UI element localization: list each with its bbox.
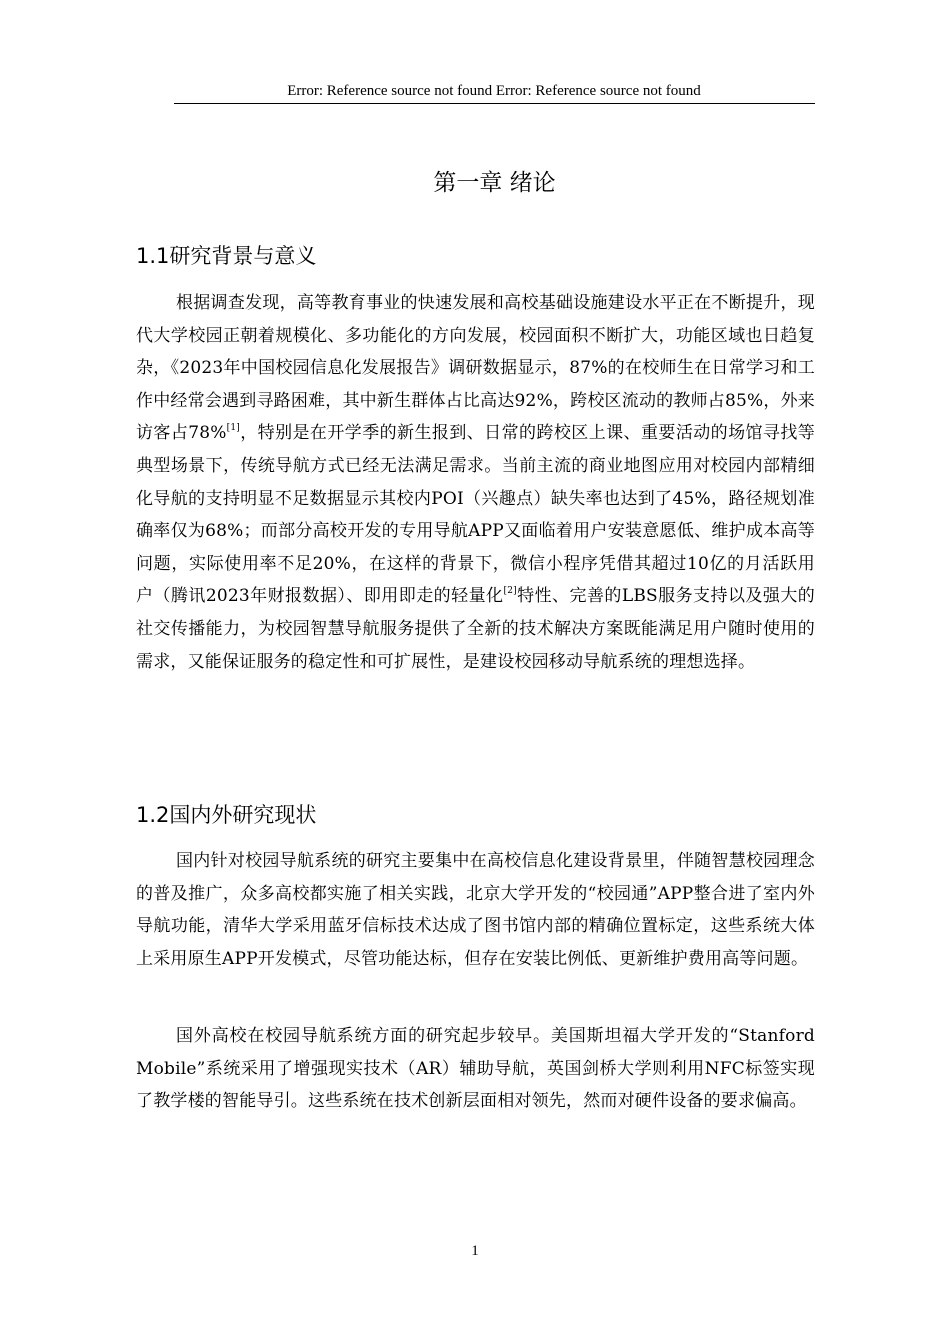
paragraph-domestic-research: 国内针对校园导航系统的研究主要集中在高校信息化建设背景里，伴随智慧校园理念的普及推广，众多高校都实施了相关实践，北京大学开发的“校园通”APP整合进了室内外导航功能，清华大学采用蓝牙信标技术达成了图书馆内部的精确位置标定，这些系统大体上采用原生APP开发模式，尽管功能达标，但存在安装比例低、更新维护费用高等问题。: [136, 851, 815, 969]
citation-1[interactable]: [1]: [226, 423, 241, 434]
citation-2[interactable]: [2]: [503, 586, 517, 597]
paragraph-text: ，特别是在开学季的新生报到、日常的跨校区上课、重要活动的场馆寻找等典型场景下，传统导航方式已经无法满足需求。当前主流的商业地图应用对校园内部精细化导航的支持明显不足数据显示其校内POI（兴趣点）缺失率也达到了45%，路径规划准确率仅为68%；而部分高校开发的专用导航APP又面临着用户安装意愿低、维护成本高等问题，实际使用率不足20%，在这样的背景下，微信小程序凭借其超过10亿的月活跃用户（腾讯2023年财报数据）、即用即走的轻量化: [136, 423, 815, 607]
paragraph-text: 特性、完善的LBS服务支持以及强大的社交传播能力，为校园智慧导航服务提供了全新的技术解决方案既能满足用户随时使用的需求，又能保证服务的稳定性和可扩展性，是建设校园移动导航系统的理想选择。: [136, 586, 815, 672]
section-heading-1-2: 1.2国内外研究现状: [136, 803, 317, 827]
page-number: 1: [471, 1243, 479, 1259]
paragraph-background: [136, 287, 815, 678]
running-header: Error: Reference source not found Error: Reference source not found: [287, 83, 701, 99]
chapter-title: 第一章 绪论: [433, 170, 556, 196]
paragraph-foreign-research: 国外高校在校园导航系统方面的研究起步较早。美国斯坦福大学开发的“Stanford Mobile”系统采用了增强现实技术（AR）辅助导航，英国剑桥大学则利用NFC标签实现了教学楼的智能导引。这些系统在技术创新层面相对领先，然而对硬件设备的要求偏高。: [136, 1026, 815, 1112]
section-heading-1-1: 1.1研究背景与意义: [136, 244, 317, 268]
header-rule: [174, 103, 815, 104]
paragraph-text: 根据调查发现，高等教育事业的快速发展和高校基础设施建设水平正在不断提升，现代大学校园正朝着规模化、多功能化的方向发展，校园面积不断扩大，功能区域也日趋复杂，《2023年中国校园信息化发展报告》调研数据显示，87%的在校师生在日常学习和工作中经常会遇到寻路困难，其中新生群体占比高达92%，跨校区流动的教师占85%，外来访客占78%: [136, 293, 815, 444]
